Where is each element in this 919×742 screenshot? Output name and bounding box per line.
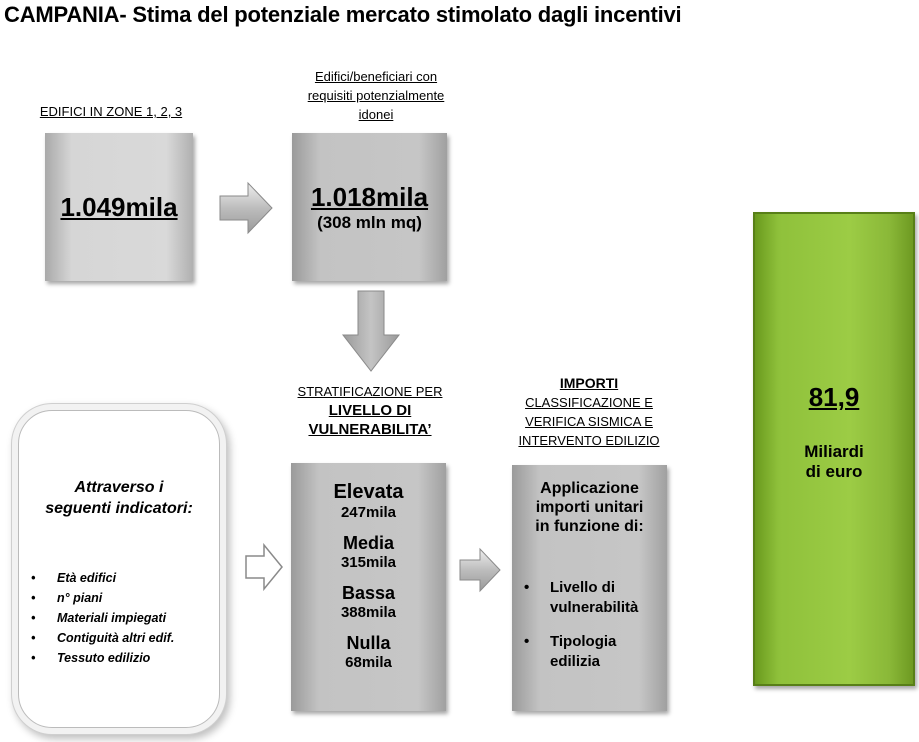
list-item: • n° piani: [31, 588, 174, 608]
importi-list: [520, 578, 659, 672]
level-name: Media: [342, 533, 394, 553]
edifici-zone-caption: EDIFICI IN ZONE 1, 2, 3: [39, 104, 183, 119]
beneficiari-box: [292, 133, 447, 281]
arrow-outline-right-icon: [244, 543, 284, 591]
stratificazione-box: [291, 463, 446, 711]
list-item: • Contiguità altri edif.: [31, 628, 174, 648]
level-value: 388mila: [340, 604, 397, 621]
arrow-down-icon: [341, 289, 401, 373]
beneficiari-value: 1.018mila: [310, 181, 429, 212]
arrow-right-icon: [458, 547, 502, 593]
beneficiari-sub-value: (308 mln mq): [317, 212, 422, 232]
arrow-right-icon: [218, 180, 274, 236]
list-item: • Materiali impiegati: [31, 608, 174, 628]
list-item: • Età edifici: [31, 568, 174, 588]
indicatori-box: [18, 410, 220, 728]
totale-box: [753, 212, 915, 686]
edifici-zone-value: 1.049mila: [60, 191, 178, 222]
importi-caption: IMPORTI CLASSIFICAZIONE E VERIFICA SISMICA E INTERVENTO EDILIZIO: [518, 375, 660, 448]
indicatori-list: [31, 568, 174, 668]
edifici-zone-box: [45, 133, 193, 281]
level-value: 68mila: [345, 654, 392, 671]
list-item: • Tipologia edilizia: [524, 632, 659, 672]
totale-value: 81,9: [808, 382, 860, 412]
level-name: Elevata: [333, 481, 404, 503]
level-value: 247mila: [340, 504, 397, 521]
stratificazione-caption: STRATIFICAZIONE PER LIVELLO DI VULNERABILITA’: [297, 384, 443, 438]
level-name: Bassa: [341, 583, 396, 603]
importi-box: [512, 465, 667, 711]
indicatori-heading: Attraverso i seguenti indicatori:: [45, 479, 193, 517]
list-item: • Tessuto edilizio: [31, 648, 174, 668]
page-title: CAMPANIA- Stima del potenziale mercato stimolato dagli incentivi: [4, 2, 682, 27]
beneficiari-caption: Edifici/beneficiari con requisiti potenzialmente idonei: [307, 69, 445, 122]
list-item: • Livello di vulnerabilità: [524, 578, 659, 618]
level-name: Nulla: [346, 633, 391, 653]
importi-heading: Applicazione importi unitari in funzione di:: [535, 480, 644, 535]
totale-unit: Miliardi di euro: [804, 442, 864, 481]
level-value: 315mila: [340, 554, 397, 571]
